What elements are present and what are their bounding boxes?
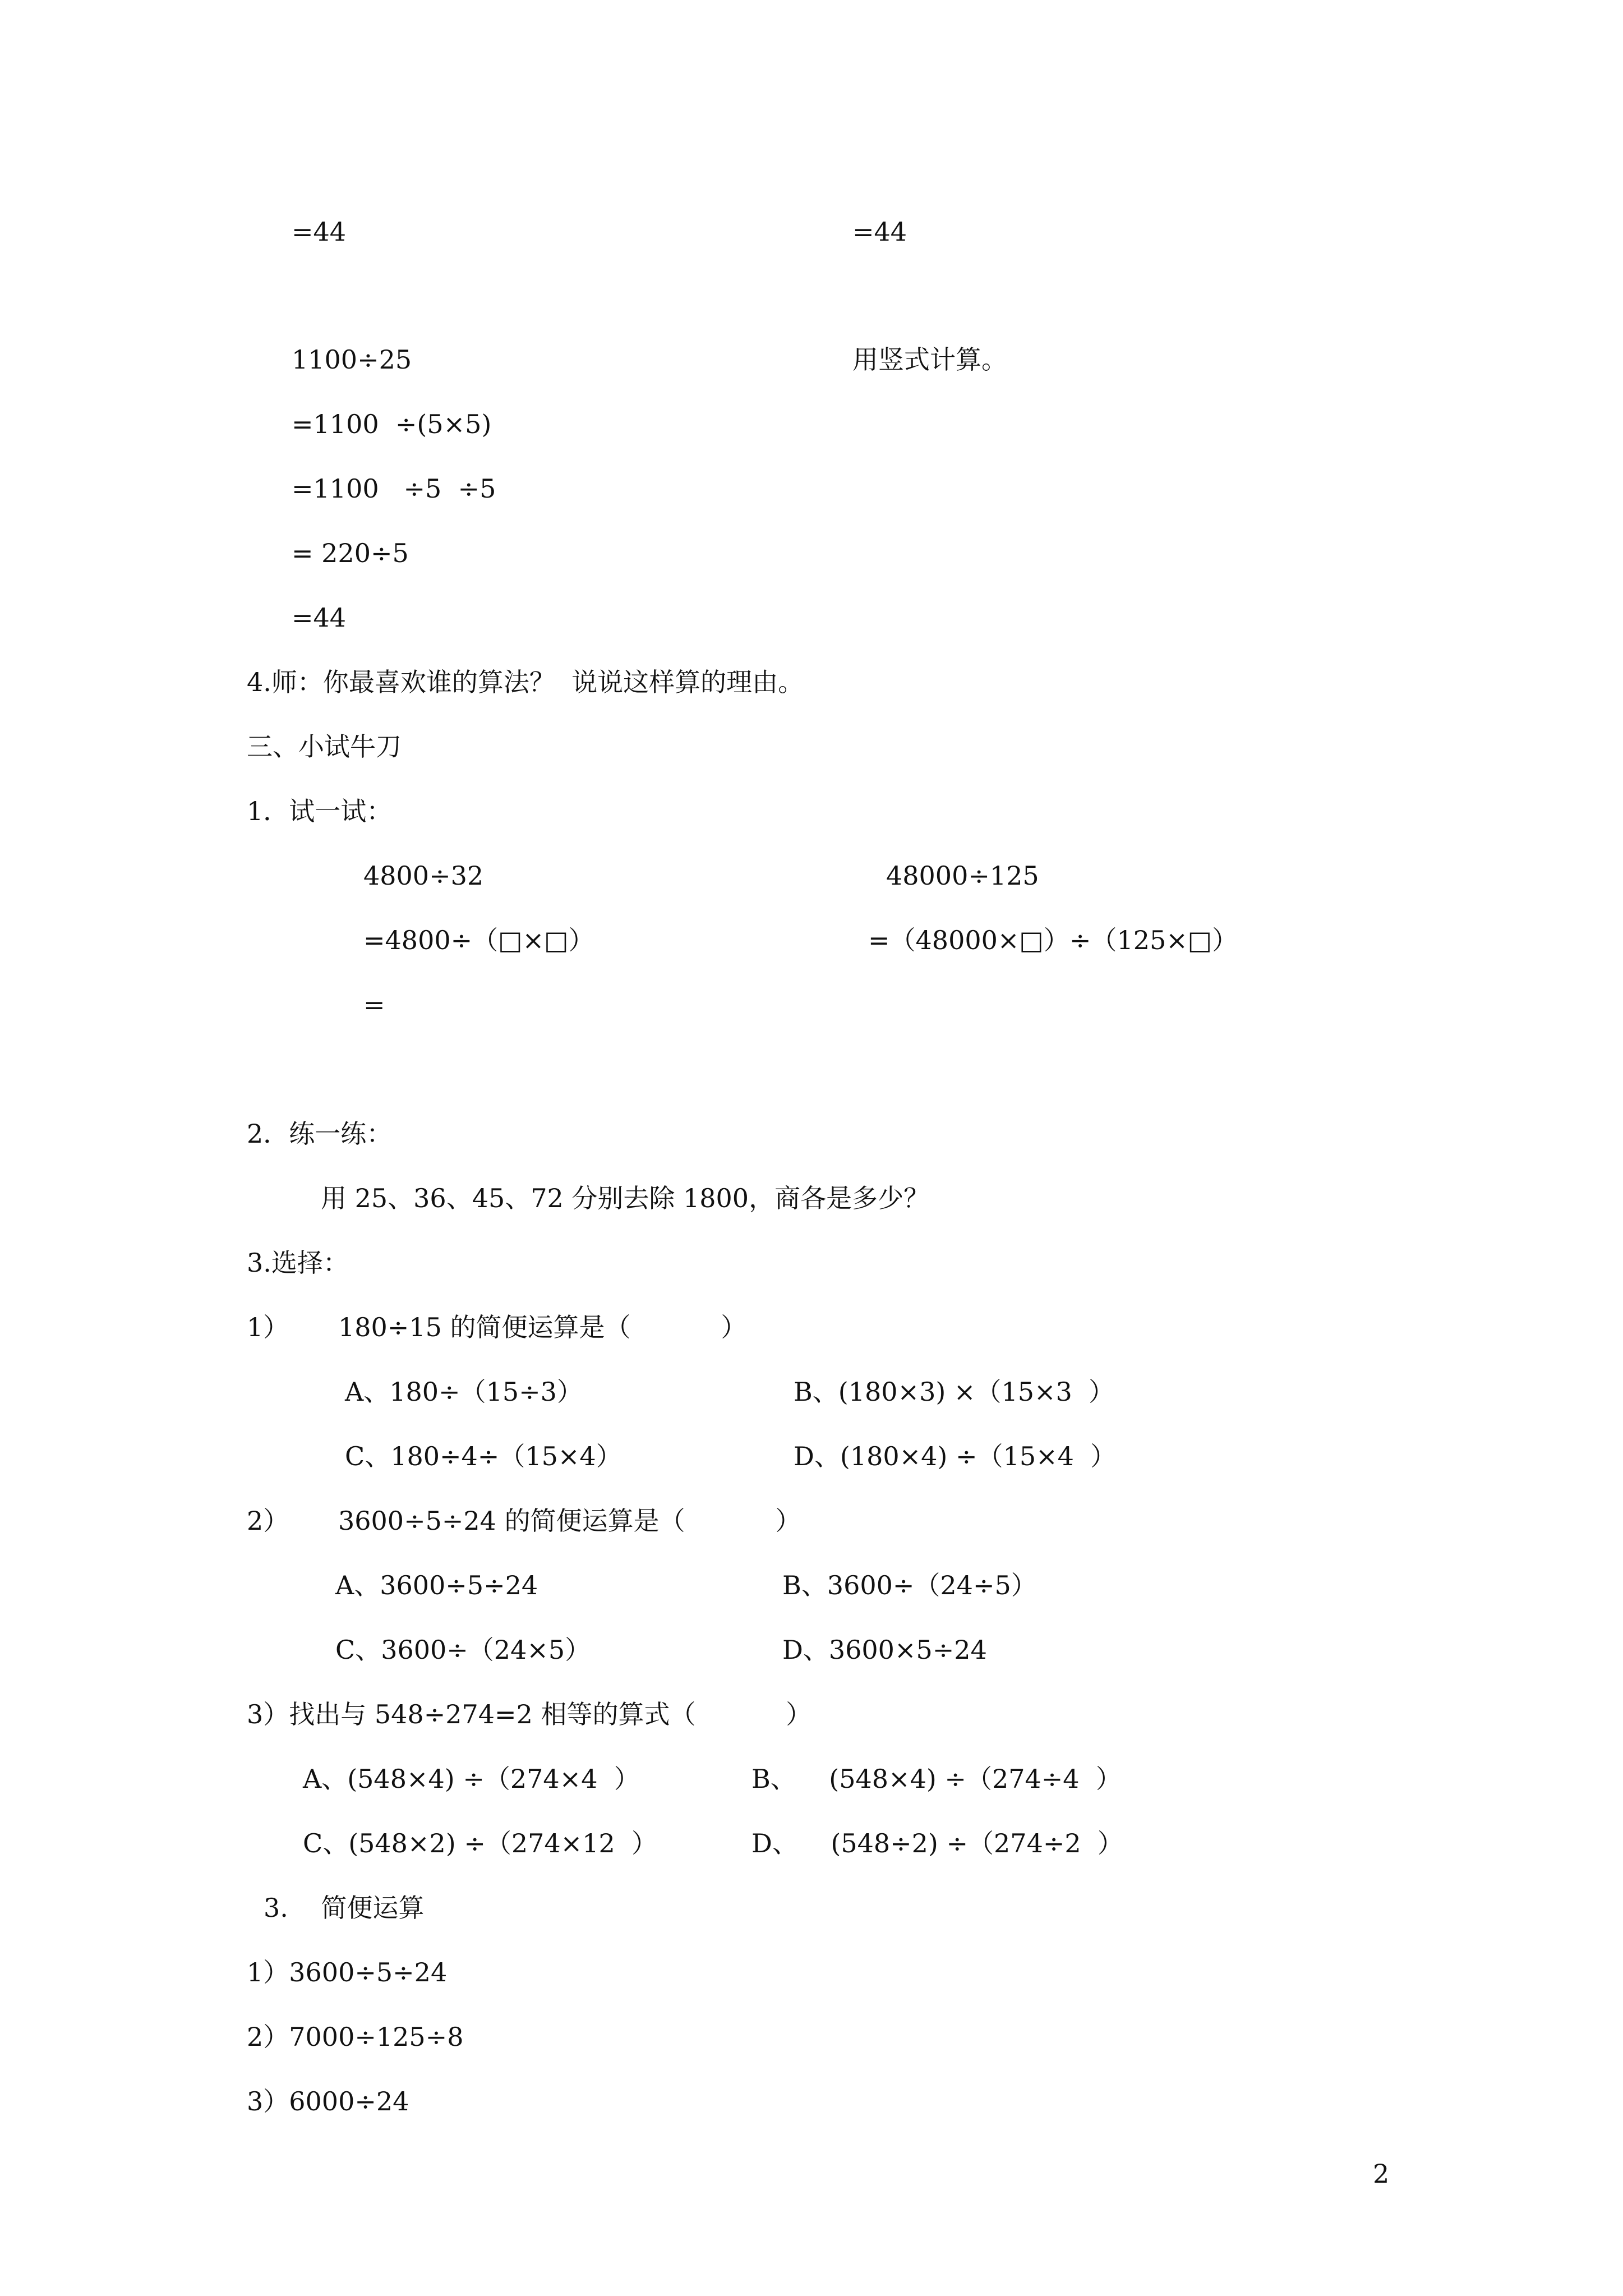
step-1100-div-5-div-5: =1100 ÷5 ÷5 <box>292 473 496 504</box>
section-3-title: 三、小试牛刀 <box>247 731 402 762</box>
question-3-option-d: D、 (548÷2) ÷（274÷2 ） <box>751 1828 1123 1858</box>
practice-label: 2．练一练： <box>247 1119 393 1149</box>
try-step-1: =4800÷（□×□） <box>363 925 594 955</box>
question-1-option-b: B、(180×3) ×（15×3 ） <box>794 1377 1115 1407</box>
question-3-option-c: C、(548×2) ÷（274×12 ） <box>303 1828 657 1858</box>
eq-44-right: =44 <box>852 217 907 247</box>
question-2: 2） 3600÷5÷24 的简便运算是（ ） <box>247 1506 801 1536</box>
try-label: 1．试一试： <box>247 796 393 826</box>
eq-44-left-1: =44 <box>292 217 347 247</box>
eq-44-left-2: =44 <box>292 602 347 633</box>
try-expr-1: 4800÷32 <box>363 861 484 891</box>
question-2-option-c: C、3600÷（24×5） <box>335 1635 591 1665</box>
question-2-option-a: A、3600÷5÷24 <box>335 1570 538 1600</box>
question-1: 1） 180÷15 的简便运算是（ ） <box>247 1312 747 1342</box>
simplify-item-3: 3）6000÷24 <box>247 2086 409 2116</box>
question-1-option-d: D、(180×4) ÷（15×4 ） <box>794 1441 1117 1471</box>
simplify-item-1: 1）3600÷5÷24 <box>247 1957 448 1987</box>
teacher-question: 4.师：你最喜欢谁的算法？ 说说这样算的理由。 <box>247 667 804 697</box>
question-1-option-a: A、180÷（15÷3） <box>345 1377 583 1407</box>
choice-label: 3.选择： <box>247 1248 349 1278</box>
question-3-option-a: A、(548×4) ÷（274×4 ） <box>303 1764 640 1794</box>
practice-question: 用 25、36、45、72 分别去除 1800，商各是多少？ <box>321 1183 930 1213</box>
step-1100-div-5x5: =1100 ÷(5×5) <box>292 409 492 439</box>
try-expr-2: 48000÷125 <box>886 861 1039 891</box>
simplify-item-2: 2）7000÷125÷8 <box>247 2022 464 2052</box>
question-3-option-b: B、 (548×4) ÷（274÷4 ） <box>751 1764 1122 1794</box>
page-number: 2 <box>1373 2159 1390 2189</box>
calc-1100-div-25: 1100÷25 <box>292 344 412 375</box>
try-step-2: =（48000×□）÷（125×□） <box>868 925 1238 955</box>
question-2-option-d: D、3600×5÷24 <box>782 1635 987 1665</box>
vertical-calc-note: 用竖式计算。 <box>852 344 1007 375</box>
question-2-option-b: B、3600÷（24÷5） <box>782 1570 1037 1600</box>
step-220-div-5: = 220÷5 <box>292 538 409 568</box>
question-1-option-c: C、180÷4÷（15×4） <box>345 1441 622 1471</box>
question-3: 3）找出与 548÷274=2 相等的算式（ ） <box>247 1699 812 1729</box>
try-eq-blank: = <box>363 990 385 1020</box>
simplify-label: 3. 简便运算 <box>264 1893 425 1923</box>
